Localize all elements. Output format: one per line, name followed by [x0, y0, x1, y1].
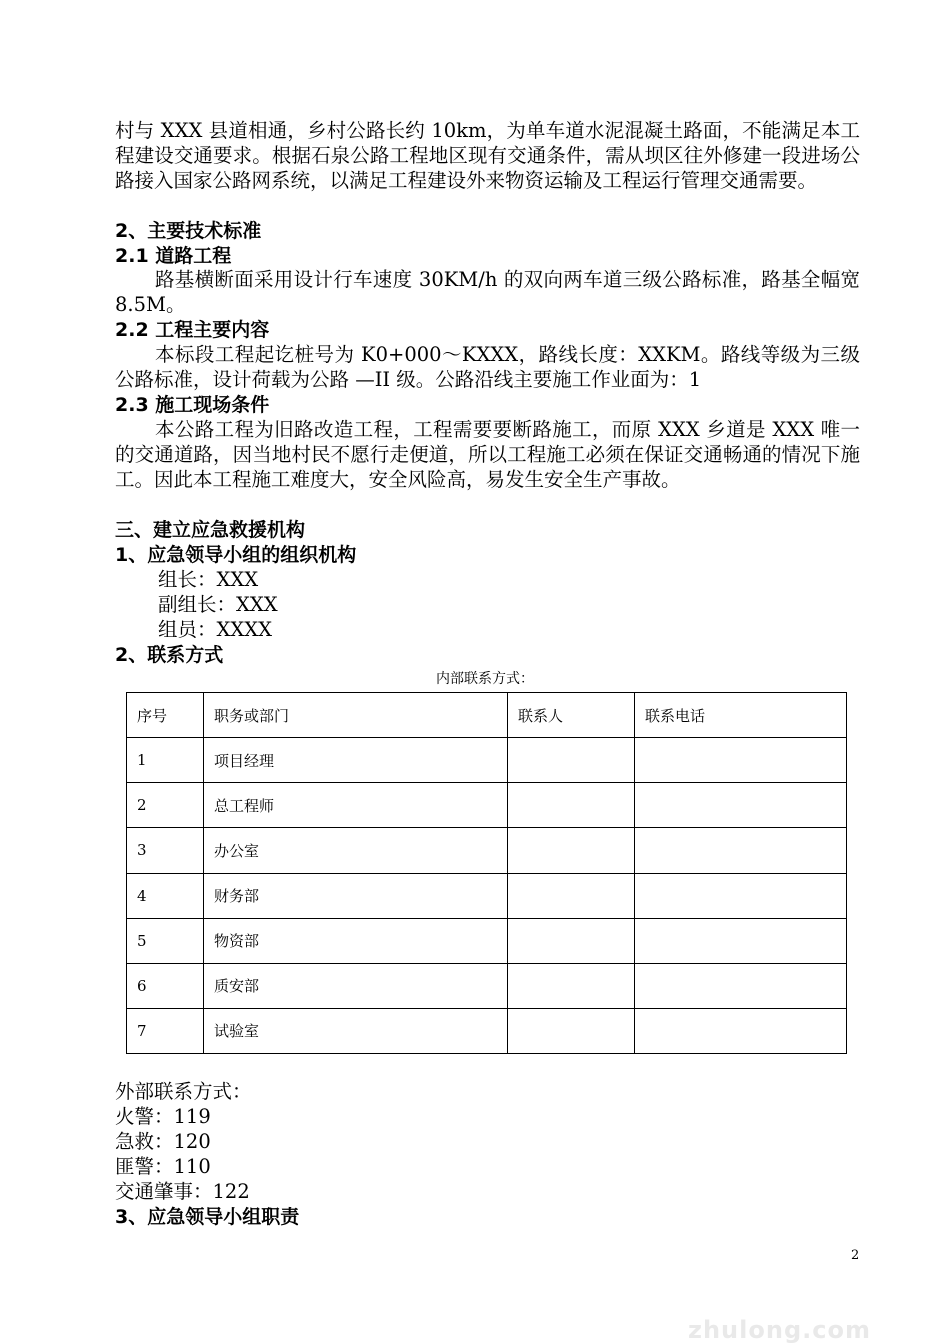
- section-2-1-heading: 2.1 道路工程: [115, 245, 232, 267]
- table-row: [127, 918, 847, 963]
- table-cell: 3: [127, 828, 204, 873]
- table-cell: 1: [127, 738, 204, 783]
- table-cell: 6: [127, 963, 204, 1008]
- internal-contacts-table: [126, 692, 847, 1054]
- table-row: [127, 1008, 847, 1053]
- table-cell: 7: [127, 1008, 204, 1053]
- member-staff: 组员：XXXX: [158, 618, 273, 641]
- table-header-row: [127, 693, 847, 738]
- table-cell: 2: [127, 783, 204, 828]
- section-2-3-text: 本公路工程为旧路改造工程，工程需要要断路施工，而原 XXX 乡道是 XXX 唯一的交通道路，因当地村民不愿行走便道，所以工程施工必须在保证交通畅通的情况下施工。因此本工程施工难度大，安全风险高，易发生安全生产事故。: [115, 418, 860, 491]
- section-2-3-heading: 2.3 施工现场条件: [115, 394, 270, 416]
- table-row: [127, 963, 847, 1008]
- section-3-heading: 三、建立应急救援机构: [115, 519, 306, 541]
- section-2-2-heading: 2.2 工程主要内容: [115, 319, 270, 341]
- table-cell: [508, 918, 635, 963]
- table-cell: [635, 783, 847, 828]
- section-2-heading: 2、主要技术标准: [115, 220, 262, 242]
- table-cell: 试验室: [204, 1008, 508, 1053]
- member-deputy: 副组长：XXX: [158, 593, 278, 616]
- table-cell: [508, 738, 635, 783]
- header-cell: 序号: [127, 693, 204, 738]
- intro-paragraph: 村与 XXX 县道相通，乡村公路长约 10km，为单车道水泥混凝土路面，不能满足本工程建设交通要求。根据石泉公路工程地区现有交通条件，需从坝区往外修建一段进场公路接入国家公路网系统，以满足工程建设外来物资运输及工程运行管理交通需要。: [115, 119, 860, 192]
- table-cell: [635, 918, 847, 963]
- external-contact-ambulance: 急救：120: [115, 1130, 211, 1153]
- section-3-2-heading: 2、联系方式: [115, 644, 224, 666]
- page-number: 2: [851, 1248, 860, 1263]
- section-3-1-heading: 1、应急领导小组的组织机构: [115, 544, 357, 566]
- header-cell: 职务或部门: [204, 693, 508, 738]
- external-contact-police: 匪警：110: [115, 1155, 211, 1178]
- table-cell: 5: [127, 918, 204, 963]
- table-cell: 项目经理: [204, 738, 508, 783]
- table-row: [127, 873, 847, 918]
- table-row: [127, 828, 847, 873]
- table-row: [127, 783, 847, 828]
- table-cell: [635, 828, 847, 873]
- section-2-1-text: 路基横断面采用设计行车速度 30KM/h 的双向两车道三级公路标准，路基全幅宽 8.5M。: [115, 268, 860, 316]
- table-row: [127, 738, 847, 783]
- member-leader: 组长：XXX: [158, 568, 259, 591]
- table-cell: 办公室: [204, 828, 508, 873]
- table-cell: 4: [127, 873, 204, 918]
- table-cell: [508, 1008, 635, 1053]
- table-cell: 财务部: [204, 873, 508, 918]
- table-cell: [508, 783, 635, 828]
- external-contacts-title: 外部联系方式：: [115, 1080, 252, 1103]
- table-cell: [635, 963, 847, 1008]
- table-cell: [635, 873, 847, 918]
- table-cell: 物资部: [204, 918, 508, 963]
- table-cell: 总工程师: [204, 783, 508, 828]
- header-cell: 联系人: [508, 693, 635, 738]
- table-cell: [635, 1008, 847, 1053]
- table-cell: [635, 738, 847, 783]
- section-2-2-text: 本标段工程起讫桩号为 K0+000～KXXX，路线长度：XXKM。路线等级为三级公路标准，设计荷载为公路 —II 级。公路沿线主要施工作业面为：1: [115, 343, 860, 391]
- table-cell: [508, 873, 635, 918]
- table-cell: 质安部: [204, 963, 508, 1008]
- external-contact-fire: 火警：119: [115, 1105, 211, 1128]
- table-cell: [508, 828, 635, 873]
- table-cell: [508, 963, 635, 1008]
- external-contact-traffic: 交通肇事：122: [115, 1180, 250, 1203]
- header-cell: 联系电话: [635, 693, 847, 738]
- section-3-3-heading: 3、应急领导小组职责: [115, 1206, 300, 1228]
- internal-contacts-caption: 内部联系方式：: [436, 671, 534, 687]
- watermark-logo: zhulong.com: [688, 1316, 871, 1344]
